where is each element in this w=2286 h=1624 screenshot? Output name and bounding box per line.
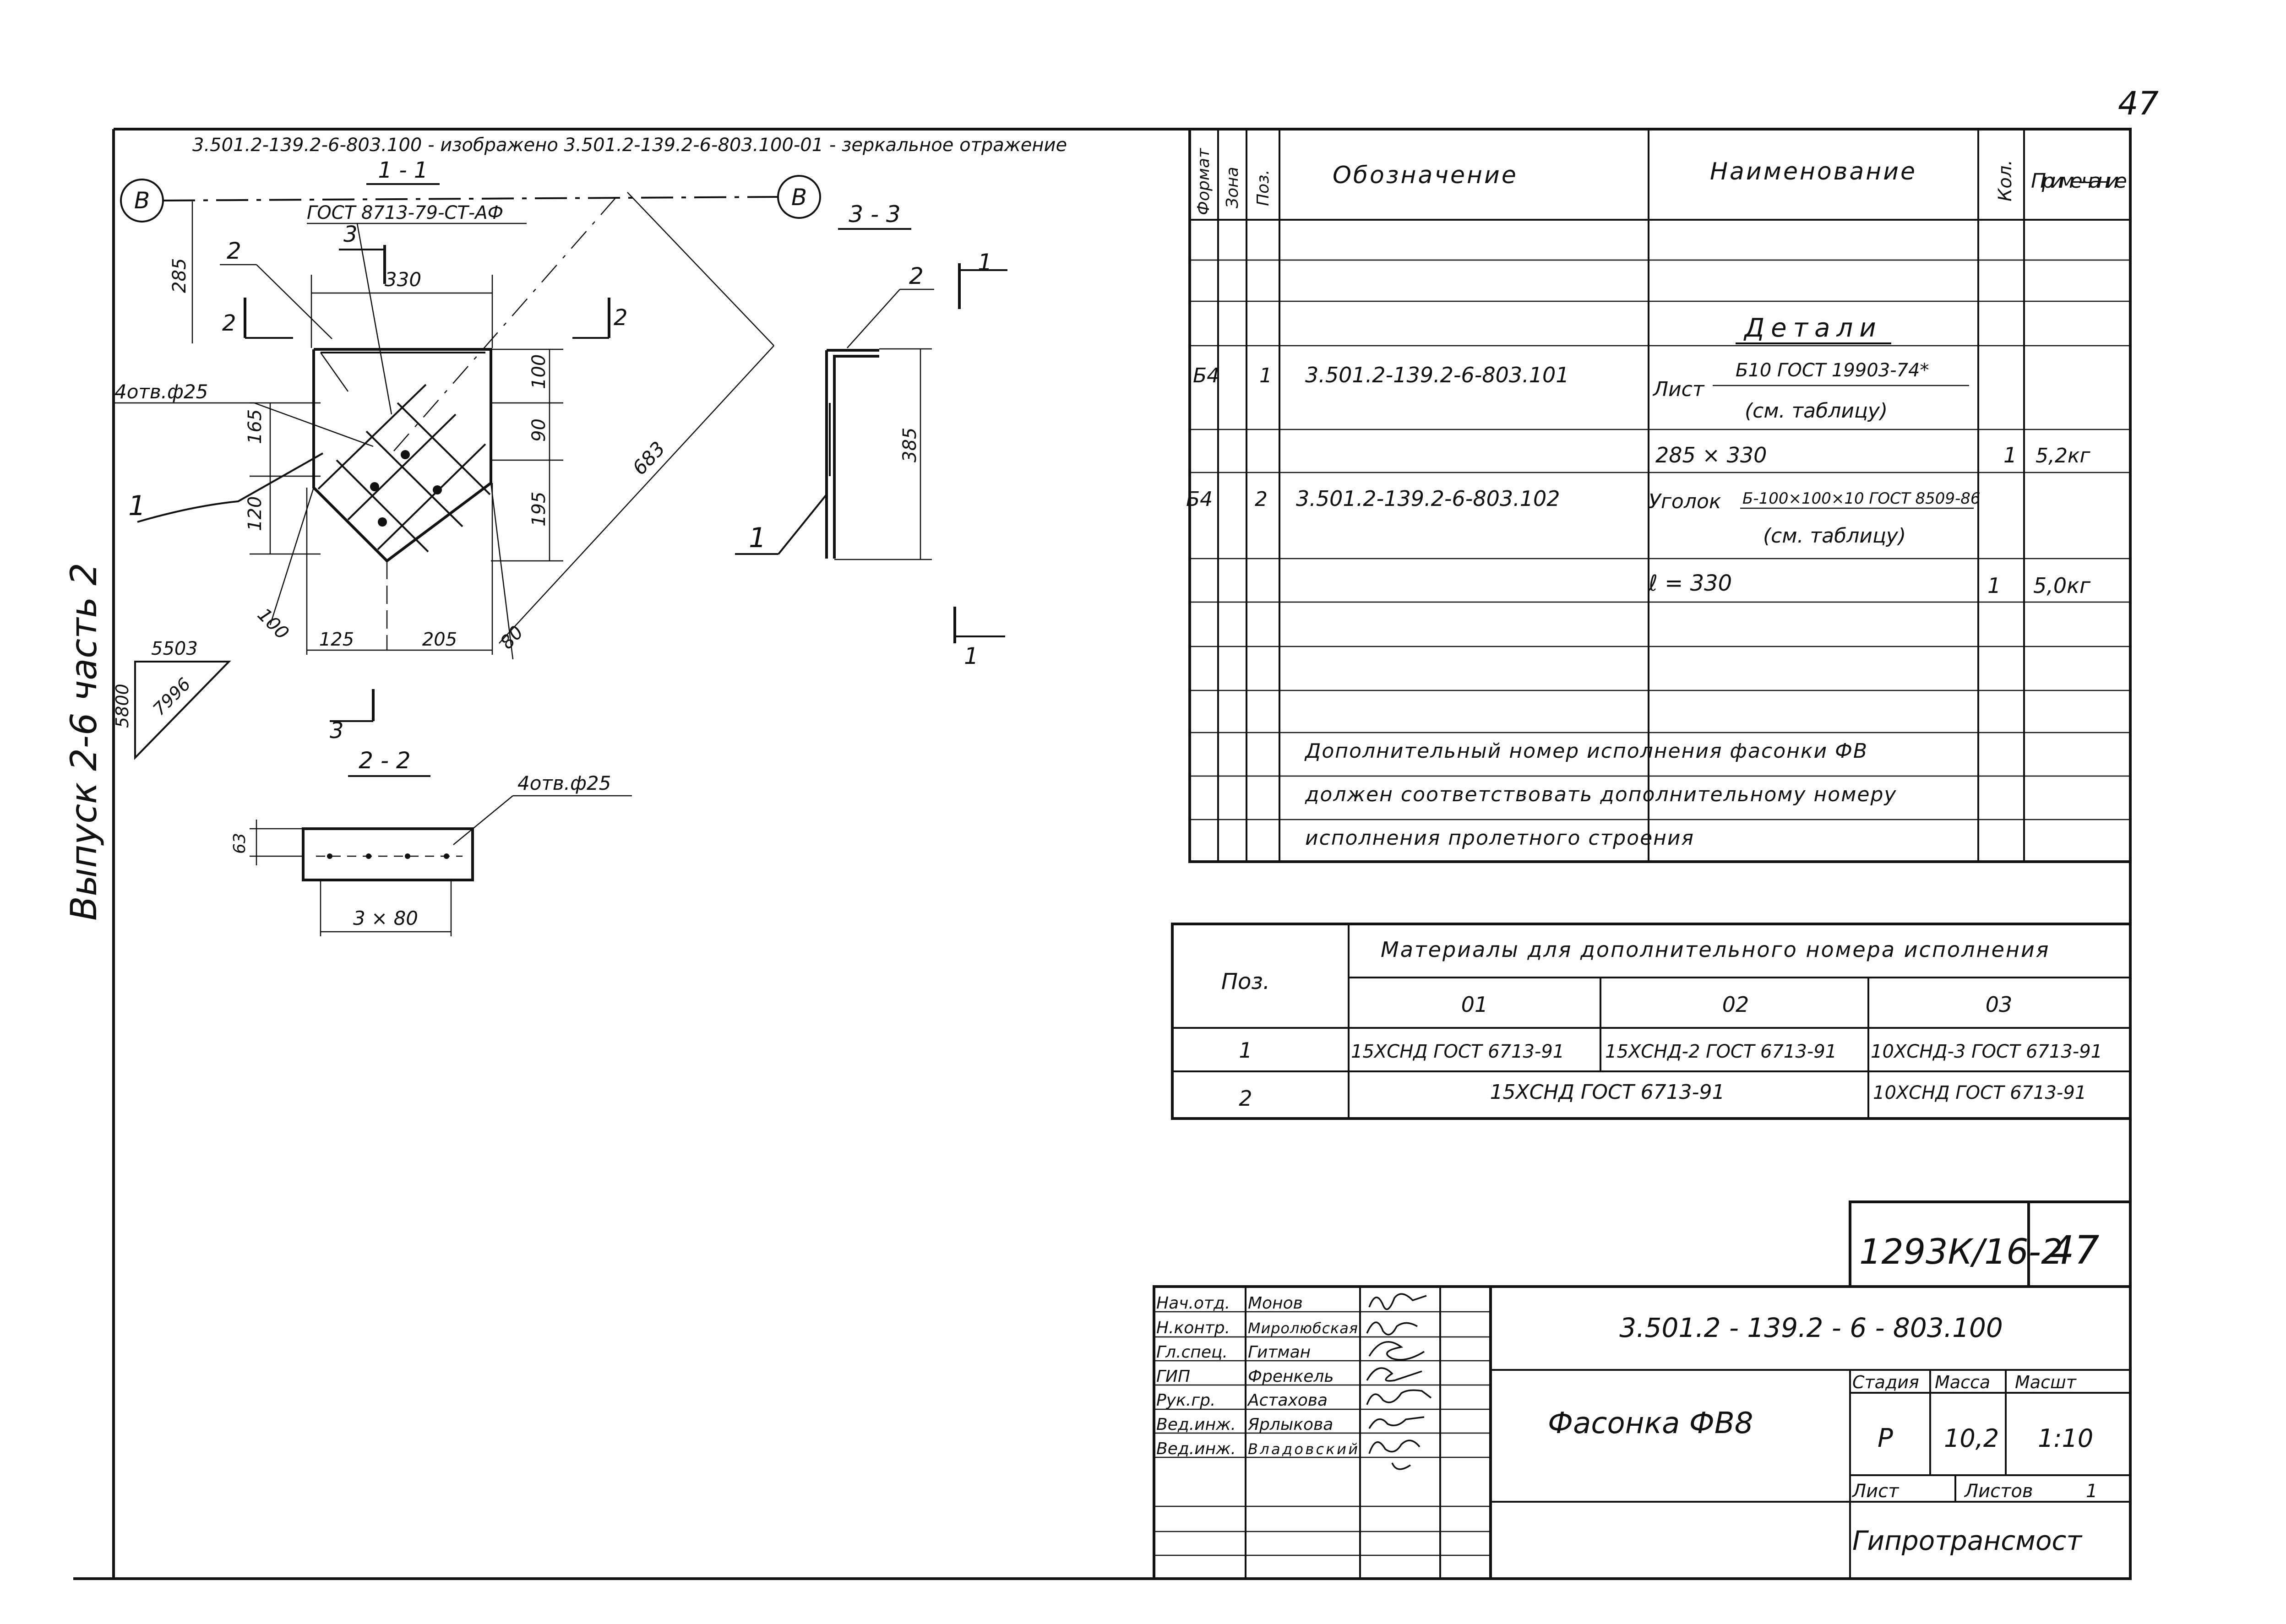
mat-row1-pos: 1 [1239, 1038, 1252, 1063]
remark-line-1: Дополнительный номер исполнения фасонки ФВ [1305, 739, 1868, 763]
sheet-frame [73, 129, 2130, 1579]
svg-text:5800: 5800 [112, 684, 132, 728]
dim-205: 205 [422, 629, 457, 650]
sheets-value: 1 [2086, 1481, 2098, 1502]
doc-number: 1293К/16-2 [1859, 1231, 2063, 1272]
mat-col-01: 01 [1461, 992, 1488, 1017]
pos-1-label-33: 1 [749, 522, 767, 554]
header-note: 3.501.2-139.2-6-803.100 - изображено 3.501.2-139.2-6-803.100-01 - зеркальное отражение [192, 135, 1067, 156]
cut-2-left-label: 2 [222, 310, 236, 336]
plate-outline [314, 192, 620, 650]
row1-designation: 3.501.2-139.2-6-803.101 [1305, 363, 1569, 387]
mat-col-03: 03 [1985, 992, 2013, 1017]
row1-name-std: Б10 ГОСТ 19903-74* [1736, 360, 1929, 381]
dim-80-diag: 80 [496, 622, 528, 653]
dim-285: 285 [169, 258, 190, 293]
row1-name-prefix: Лист [1653, 378, 1704, 401]
mat-row2-03: 10ХСНД ГОСТ 6713-91 [1873, 1082, 2087, 1103]
mat-row1-02: 15ХСНД-2 ГОСТ 6713-91 [1605, 1041, 1837, 1062]
materials-table [1172, 924, 2130, 1119]
row3-designation: 3.501.2-139.2-6-803.102 [1296, 486, 1560, 511]
sheets-label: Листов [1965, 1481, 2033, 1502]
pos-1-label: 1 [128, 490, 146, 522]
row4-name: ℓ = 330 [1649, 570, 1732, 596]
stage-value: Р [1878, 1423, 1893, 1453]
dim-100: 100 [528, 354, 550, 389]
signer-role-3: Гл.спец. [1156, 1343, 1228, 1362]
row1-format: Б4 [1193, 364, 1220, 387]
dim-330: 330 [384, 268, 422, 291]
scale-value: 1:10 [2038, 1424, 2094, 1453]
axis-b-right [778, 176, 820, 218]
svg-text:7996: 7996 [149, 673, 195, 720]
section-3-3-label: 3 - 3 [849, 201, 901, 228]
slope-triangle [112, 638, 229, 758]
dim-195: 195 [528, 491, 550, 527]
spec-table [1186, 129, 2130, 862]
cut-1-bottom-label: 1 [964, 643, 979, 669]
dim-100-diag: 100 [253, 604, 293, 644]
title-block [1154, 1202, 2130, 1579]
pos-2-label: 2 [227, 238, 241, 264]
dim-120: 120 [245, 496, 266, 531]
signer-name-4: Френкель [1248, 1367, 1334, 1386]
dim-3x80: 3 × 80 [353, 907, 419, 929]
hdr-note: Приме-чание [2031, 169, 2127, 193]
mat-row2-0102: 15ХСНД ГОСТ 6713-91 [1490, 1081, 1725, 1104]
signer-name-5: Астахова [1248, 1391, 1328, 1410]
page-number: 47 [2118, 85, 2159, 122]
mat-row2-pos: 2 [1239, 1086, 1252, 1111]
cut-3-top-label: 3 [343, 222, 358, 247]
row2-name: 285 × 330 [1655, 443, 1767, 467]
svg-text:В: В [791, 184, 807, 211]
drawing-area [112, 135, 1067, 936]
axis-b-left [121, 179, 163, 222]
remark-line-3: исполнения пролетного строения [1305, 826, 1694, 850]
signer-name-3: Гитман [1248, 1343, 1311, 1362]
mass-value: 10,2 [1944, 1424, 1999, 1453]
mat-title: Материалы для дополнительного номера исполнения [1381, 937, 2050, 962]
signer-name-1: Монов [1248, 1294, 1303, 1313]
row1-pos: 1 [1259, 364, 1272, 387]
row2-qty: 1 [2003, 443, 2017, 467]
signatures [1367, 1294, 1431, 1469]
row3-name-prefix: Уголок [1649, 490, 1721, 513]
side-caption: Выпуск 2-6 часть 2 [64, 563, 105, 921]
cut-2-right-label: 2 [614, 305, 628, 331]
doc-code: 3.501.2 - 139.2 - 6 - 803.100 [1619, 1312, 2003, 1343]
sheet-number: 47 [2049, 1228, 2100, 1273]
section-2-2-label: 2 - 2 [359, 747, 411, 774]
hdr-qty: Кол. [1995, 159, 2016, 201]
scale-label: Масшт [2015, 1372, 2076, 1392]
remark-line-2: должен соответствовать дополнительному номеру [1305, 783, 1897, 806]
pos-2-label-33: 2 [909, 263, 924, 289]
mat-row1-01: 15ХСНД ГОСТ 6713-91 [1351, 1041, 1565, 1062]
svg-text:5503: 5503 [151, 638, 198, 659]
row3-name-extra: (см. таблицу) [1763, 524, 1906, 548]
svg-text:В: В [134, 187, 150, 214]
signer-name-2: Миролюбская [1248, 1320, 1358, 1337]
mat-pos-header: Поз. [1221, 969, 1270, 994]
signer-name-6: Ярлыкова [1248, 1415, 1334, 1434]
signer-name-7: Владовский [1248, 1440, 1358, 1458]
sheet-label: Лист [1852, 1481, 1899, 1502]
dim-385: 385 [899, 427, 920, 462]
dim-165: 165 [245, 409, 266, 444]
signer-role-1: Нач.отд. [1156, 1294, 1230, 1313]
section-title-details: Детали [1744, 313, 1883, 343]
cut-3-bottom-label: 3 [330, 718, 344, 744]
row4-qty: 1 [1987, 573, 2001, 598]
org-name: Гипротрансмост [1852, 1525, 2082, 1556]
stage-label: Стадия [1852, 1372, 1919, 1392]
section-1-1-label: 1 - 1 [378, 158, 428, 183]
signer-role-5: Рук.гр. [1156, 1391, 1216, 1410]
dim-90: 90 [528, 418, 550, 442]
hdr-name: Наименование [1709, 158, 1917, 185]
doc-title: Фасонка ФВ8 [1548, 1407, 1753, 1440]
row3-format: Б4 [1186, 488, 1213, 511]
mat-row1-03: 10ХСНД-3 ГОСТ 6713-91 [1871, 1041, 2103, 1062]
row2-note: 5,2кг [2036, 444, 2090, 467]
signer-role-6: Вед.инж. [1156, 1415, 1236, 1434]
signer-role-4: ГИП [1156, 1367, 1191, 1386]
hdr-zone: Зона [1223, 167, 1242, 208]
dim-63: 63 [230, 833, 249, 854]
section-2-2-plate [303, 829, 473, 880]
row3-pos: 2 [1255, 488, 1268, 511]
signer-role-7: Вед.инж. [1156, 1439, 1236, 1458]
section-3-3-angle [827, 350, 879, 559]
row1-name-extra: (см. таблицу) [1745, 399, 1888, 423]
signer-role-2: Н.контр. [1156, 1319, 1230, 1337]
holes-note-1: 4отв.ф25 [114, 380, 208, 403]
holes-note-2: 4отв.ф25 [517, 772, 611, 794]
row4-note: 5,0кг [2033, 573, 2091, 598]
mass-label: Масса [1935, 1372, 1991, 1392]
hdr-designation: Обозначение [1333, 162, 1518, 189]
row3-name-std: Б-100×100×10 ГОСТ 8509-86 [1742, 489, 1981, 508]
hdr-format: Формат [1194, 148, 1213, 215]
dim-125: 125 [319, 629, 354, 650]
cut-1-top-label: 1 [978, 249, 992, 276]
gost-note: ГОСТ 8713-79-СТ-АФ [307, 202, 504, 223]
mat-col-02: 02 [1722, 992, 1749, 1017]
hdr-pos: Поз. [1254, 169, 1273, 206]
dim-683: 683 [628, 437, 669, 479]
